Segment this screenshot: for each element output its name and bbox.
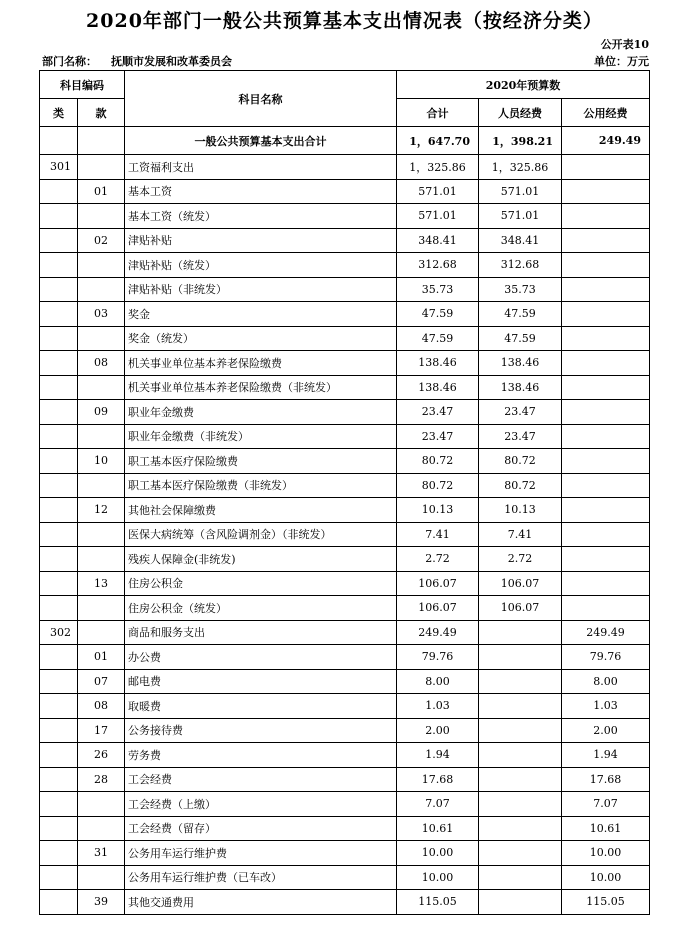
cell-public	[562, 302, 650, 327]
cell-total: 106.07	[397, 596, 479, 621]
form-number: 公开表10	[600, 38, 649, 51]
cell-subject-name: 邮电费	[125, 669, 397, 694]
cell-total: 23.47	[397, 400, 479, 425]
table-row	[40, 179, 650, 204]
cell-kuan	[78, 155, 125, 180]
cell-personnel: 10.13	[479, 498, 562, 523]
cell-public: 10.00	[562, 841, 650, 866]
table-row	[40, 449, 650, 474]
cell-personnel	[479, 645, 562, 670]
cell-public: 17.68	[562, 767, 650, 792]
cell-subject-name: 残疾人保障金(非统发)	[125, 547, 397, 572]
cell-subject-name: 职业年金缴费	[125, 400, 397, 425]
table-row	[40, 522, 650, 547]
cell-personnel: 47.59	[479, 326, 562, 351]
cell-total: 7.41	[397, 522, 479, 547]
cell-total: 10.00	[397, 841, 479, 866]
cell-personnel	[479, 743, 562, 768]
cell-subject-name: 津贴补贴	[125, 228, 397, 253]
cell-public	[562, 498, 650, 523]
cell-personnel	[479, 620, 562, 645]
cell-personnel	[479, 694, 562, 719]
table-row	[40, 498, 650, 523]
cell-public: 10.00	[562, 865, 650, 890]
summary-lei	[40, 127, 78, 155]
cell-lei	[40, 326, 78, 351]
cell-total: 47.59	[397, 326, 479, 351]
cell-total: 80.72	[397, 449, 479, 474]
cell-personnel: 7.41	[479, 522, 562, 547]
cell-lei	[40, 400, 78, 425]
table-row	[40, 302, 650, 327]
cell-subject-name: 奖金（统发）	[125, 326, 397, 351]
cell-total: 80.72	[397, 473, 479, 498]
cell-subject-name: 职工基本医疗保险缴费	[125, 449, 397, 474]
cell-personnel: 23.47	[479, 400, 562, 425]
cell-subject-name: 住房公积金	[125, 571, 397, 596]
summary-personnel: 1，398.21	[479, 127, 562, 155]
cell-kuan: 08	[78, 351, 125, 376]
cell-lei	[40, 253, 78, 278]
cell-personnel: 23.47	[479, 424, 562, 449]
cell-public: 1.94	[562, 743, 650, 768]
cell-total: 1.94	[397, 743, 479, 768]
cell-subject-name: 公务用车运行维护费	[125, 841, 397, 866]
cell-public	[562, 375, 650, 400]
cell-lei	[40, 767, 78, 792]
cell-kuan: 17	[78, 718, 125, 743]
table-row	[40, 865, 650, 890]
cell-lei: 301	[40, 155, 78, 180]
cell-kuan	[78, 620, 125, 645]
cell-kuan: 01	[78, 179, 125, 204]
table-row	[40, 596, 650, 621]
table-row	[40, 816, 650, 841]
cell-kuan	[78, 253, 125, 278]
cell-lei: 302	[40, 620, 78, 645]
cell-total: 17.68	[397, 767, 479, 792]
cell-public	[562, 424, 650, 449]
cell-subject-name: 工会经费	[125, 767, 397, 792]
cell-personnel	[479, 669, 562, 694]
cell-total: 8.00	[397, 669, 479, 694]
table-row	[40, 792, 650, 817]
cell-kuan: 07	[78, 669, 125, 694]
cell-total: 138.46	[397, 351, 479, 376]
cell-total: 115.05	[397, 890, 479, 915]
cell-public	[562, 277, 650, 302]
cell-lei	[40, 449, 78, 474]
cell-public	[562, 473, 650, 498]
header-lei: 类	[40, 99, 78, 127]
cell-public	[562, 522, 650, 547]
cell-subject-name: 公务用车运行维护费（已车改）	[125, 865, 397, 890]
table-row	[40, 400, 650, 425]
cell-kuan	[78, 375, 125, 400]
cell-subject-name: 医保大病统筹（含风险调剂金）（非统发）	[125, 522, 397, 547]
cell-subject-name: 商品和服务支出	[125, 620, 397, 645]
cell-lei	[40, 792, 78, 817]
table-row	[40, 620, 650, 645]
cell-kuan	[78, 816, 125, 841]
cell-subject-name: 其他社会保障缴费	[125, 498, 397, 523]
cell-lei	[40, 841, 78, 866]
cell-lei	[40, 571, 78, 596]
cell-kuan	[78, 596, 125, 621]
cell-total: 312.68	[397, 253, 479, 278]
cell-public: 7.07	[562, 792, 650, 817]
table-row	[40, 694, 650, 719]
cell-lei	[40, 743, 78, 768]
cell-subject-name: 机关事业单位基本养老保险缴费	[125, 351, 397, 376]
cell-public: 249.49	[562, 620, 650, 645]
header-total: 合计	[397, 99, 479, 127]
cell-public	[562, 326, 650, 351]
cell-total: 249.49	[397, 620, 479, 645]
cell-subject-name: 办公费	[125, 645, 397, 670]
table-row	[40, 473, 650, 498]
cell-kuan	[78, 547, 125, 572]
cell-public: 8.00	[562, 669, 650, 694]
cell-personnel: 571.01	[479, 204, 562, 229]
cell-lei	[40, 645, 78, 670]
cell-subject-name: 公务接待费	[125, 718, 397, 743]
cell-public: 115.05	[562, 890, 650, 915]
table-row	[40, 743, 650, 768]
cell-lei	[40, 424, 78, 449]
cell-total: 7.07	[397, 792, 479, 817]
cell-total: 79.76	[397, 645, 479, 670]
cell-subject-name: 奖金	[125, 302, 397, 327]
cell-lei	[40, 302, 78, 327]
cell-kuan: 02	[78, 228, 125, 253]
cell-total: 138.46	[397, 375, 479, 400]
cell-subject-name: 工会经费（留存）	[125, 816, 397, 841]
header-personnel: 人员经费	[479, 99, 562, 127]
cell-public	[562, 449, 650, 474]
cell-personnel: 80.72	[479, 449, 562, 474]
header-subject-name: 科目名称	[125, 71, 397, 127]
table-row	[40, 718, 650, 743]
table-row	[40, 424, 650, 449]
cell-total: 23.47	[397, 424, 479, 449]
cell-personnel: 1，325.86	[479, 155, 562, 180]
cell-personnel	[479, 841, 562, 866]
header-kuan: 款	[78, 99, 125, 127]
cell-public	[562, 228, 650, 253]
cell-total: 348.41	[397, 228, 479, 253]
header-public: 公用经费	[562, 99, 650, 127]
cell-kuan	[78, 424, 125, 449]
cell-personnel: 35.73	[479, 277, 562, 302]
cell-kuan	[78, 204, 125, 229]
cell-kuan: 31	[78, 841, 125, 866]
cell-kuan	[78, 865, 125, 890]
cell-subject-name: 劳务费	[125, 743, 397, 768]
cell-public: 10.61	[562, 816, 650, 841]
cell-personnel	[479, 767, 562, 792]
cell-personnel: 312.68	[479, 253, 562, 278]
cell-personnel	[479, 890, 562, 915]
cell-personnel: 138.46	[479, 351, 562, 376]
cell-kuan: 26	[78, 743, 125, 768]
cell-lei	[40, 865, 78, 890]
cell-lei	[40, 204, 78, 229]
cell-total: 35.73	[397, 277, 479, 302]
cell-total: 106.07	[397, 571, 479, 596]
cell-total: 2.72	[397, 547, 479, 572]
cell-subject-name: 职业年金缴费（非统发）	[125, 424, 397, 449]
cell-personnel: 348.41	[479, 228, 562, 253]
cell-subject-name: 职工基本医疗保险缴费（非统发）	[125, 473, 397, 498]
summary-kuan	[78, 127, 125, 155]
cell-total: 571.01	[397, 179, 479, 204]
cell-lei	[40, 816, 78, 841]
cell-personnel	[479, 718, 562, 743]
cell-personnel: 106.07	[479, 596, 562, 621]
cell-kuan	[78, 473, 125, 498]
table-row	[40, 326, 650, 351]
cell-public	[562, 547, 650, 572]
cell-public	[562, 155, 650, 180]
cell-lei	[40, 228, 78, 253]
department-label: 部门名称：	[42, 55, 97, 68]
cell-public	[562, 351, 650, 376]
cell-kuan: 08	[78, 694, 125, 719]
cell-subject-name: 取暖费	[125, 694, 397, 719]
table-row	[40, 253, 650, 278]
cell-lei	[40, 179, 78, 204]
cell-subject-name: 津贴补贴（非统发）	[125, 277, 397, 302]
cell-public: 1.03	[562, 694, 650, 719]
table-row	[40, 228, 650, 253]
cell-public	[562, 204, 650, 229]
cell-kuan	[78, 326, 125, 351]
table-row	[40, 767, 650, 792]
cell-total: 1.03	[397, 694, 479, 719]
cell-personnel: 47.59	[479, 302, 562, 327]
cell-total: 10.13	[397, 498, 479, 523]
cell-personnel: 571.01	[479, 179, 562, 204]
cell-lei	[40, 473, 78, 498]
cell-kuan	[78, 522, 125, 547]
cell-subject-name: 机关事业单位基本养老保险缴费（非统发）	[125, 375, 397, 400]
department-name: 抚顺市发展和改革委员会	[111, 55, 232, 68]
cell-personnel: 2.72	[479, 547, 562, 572]
table-row	[40, 841, 650, 866]
summary-name: 一般公共预算基本支出合计	[125, 127, 397, 155]
cell-kuan: 10	[78, 449, 125, 474]
cell-public	[562, 571, 650, 596]
cell-kuan	[78, 277, 125, 302]
summary-public: 249.49	[562, 127, 650, 155]
cell-public	[562, 179, 650, 204]
cell-subject-name: 工资福利支出	[125, 155, 397, 180]
table-row	[40, 375, 650, 400]
cell-subject-name: 津贴补贴（统发）	[125, 253, 397, 278]
budget-table	[39, 70, 650, 915]
cell-lei	[40, 375, 78, 400]
department-line	[42, 53, 232, 69]
cell-public	[562, 596, 650, 621]
cell-kuan: 09	[78, 400, 125, 425]
cell-total: 2.00	[397, 718, 479, 743]
cell-lei	[40, 547, 78, 572]
cell-kuan: 13	[78, 571, 125, 596]
cell-kuan: 39	[78, 890, 125, 915]
cell-total: 1，325.86	[397, 155, 479, 180]
cell-total: 10.61	[397, 816, 479, 841]
table-row	[40, 890, 650, 915]
cell-lei	[40, 890, 78, 915]
cell-personnel	[479, 792, 562, 817]
table-row	[40, 547, 650, 572]
cell-kuan: 01	[78, 645, 125, 670]
cell-kuan	[78, 792, 125, 817]
cell-lei	[40, 718, 78, 743]
cell-lei	[40, 351, 78, 376]
cell-public	[562, 253, 650, 278]
header-budget-group: 2020年预算数	[397, 71, 650, 99]
summary-total: 1，647.70	[397, 127, 479, 155]
table-row	[40, 204, 650, 229]
table-row	[40, 645, 650, 670]
cell-lei	[40, 522, 78, 547]
table-row	[40, 277, 650, 302]
cell-kuan: 03	[78, 302, 125, 327]
cell-public	[562, 400, 650, 425]
table-row	[40, 571, 650, 596]
unit-label: 单位：万元	[594, 55, 649, 68]
cell-lei	[40, 669, 78, 694]
cell-lei	[40, 596, 78, 621]
cell-subject-name: 基本工资	[125, 179, 397, 204]
cell-total: 47.59	[397, 302, 479, 327]
cell-lei	[40, 277, 78, 302]
cell-subject-name: 基本工资（统发）	[125, 204, 397, 229]
cell-subject-name: 住房公积金（统发）	[125, 596, 397, 621]
cell-kuan: 12	[78, 498, 125, 523]
table-row	[40, 155, 650, 180]
cell-total: 10.00	[397, 865, 479, 890]
cell-personnel	[479, 865, 562, 890]
cell-subject-name: 其他交通费用	[125, 890, 397, 915]
cell-personnel	[479, 816, 562, 841]
table-row	[40, 351, 650, 376]
summary-row	[40, 127, 650, 155]
page-title: 2020年部门一般公共预算基本支出情况表（按经济分类）	[86, 10, 603, 32]
header-row-1	[40, 71, 650, 99]
cell-lei	[40, 694, 78, 719]
cell-total: 571.01	[397, 204, 479, 229]
cell-personnel: 138.46	[479, 375, 562, 400]
cell-subject-name: 工会经费（上缴）	[125, 792, 397, 817]
table-row	[40, 669, 650, 694]
cell-public: 2.00	[562, 718, 650, 743]
cell-kuan: 28	[78, 767, 125, 792]
header-subject-code: 科目编码	[40, 71, 125, 99]
cell-personnel: 106.07	[479, 571, 562, 596]
cell-lei	[40, 498, 78, 523]
cell-personnel: 80.72	[479, 473, 562, 498]
cell-public: 79.76	[562, 645, 650, 670]
